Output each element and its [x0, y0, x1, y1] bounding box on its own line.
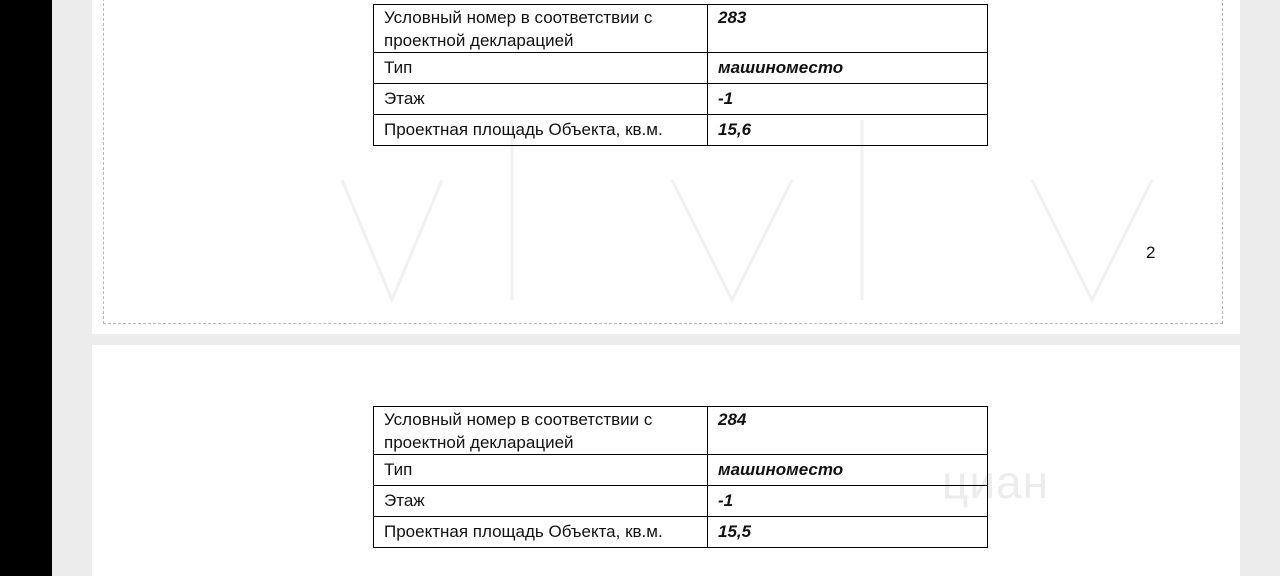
table-row [374, 53, 988, 84]
row-value: 15,5 [708, 517, 988, 548]
row-label: Условный номер в соответствии с проектной декларацией [374, 407, 708, 455]
row-label: Тип [374, 53, 708, 84]
table-row [374, 115, 988, 146]
viewer-left-bar [0, 0, 52, 576]
table-row [374, 517, 988, 548]
table-row [374, 455, 988, 486]
row-label: Условный номер в соответствии с проектной декларацией [374, 5, 708, 53]
property-table-283 [373, 4, 988, 146]
row-value: -1 [708, 486, 988, 517]
row-label: Этаж [374, 486, 708, 517]
row-value: 15,6 [708, 115, 988, 146]
row-value: -1 [708, 84, 988, 115]
document-page-1 [92, 0, 1240, 334]
property-table-284 [373, 406, 988, 548]
table-row [374, 486, 988, 517]
row-value: машиноместо [708, 53, 988, 84]
row-value: 283 [708, 5, 988, 53]
row-value: машиноместо [708, 455, 988, 486]
table-row [374, 5, 988, 53]
watermark-text: циан [942, 456, 1050, 508]
table-row [374, 84, 988, 115]
row-label: Проектная площадь Объекта, кв.м. [374, 115, 708, 146]
table-row [374, 407, 988, 455]
row-label: Проектная площадь Объекта, кв.м. [374, 517, 708, 548]
page-number: 2 [1146, 243, 1156, 262]
row-label: Этаж [374, 84, 708, 115]
document-page-2 [92, 345, 1240, 576]
row-value: 284 [708, 407, 988, 455]
row-label: Тип [374, 455, 708, 486]
